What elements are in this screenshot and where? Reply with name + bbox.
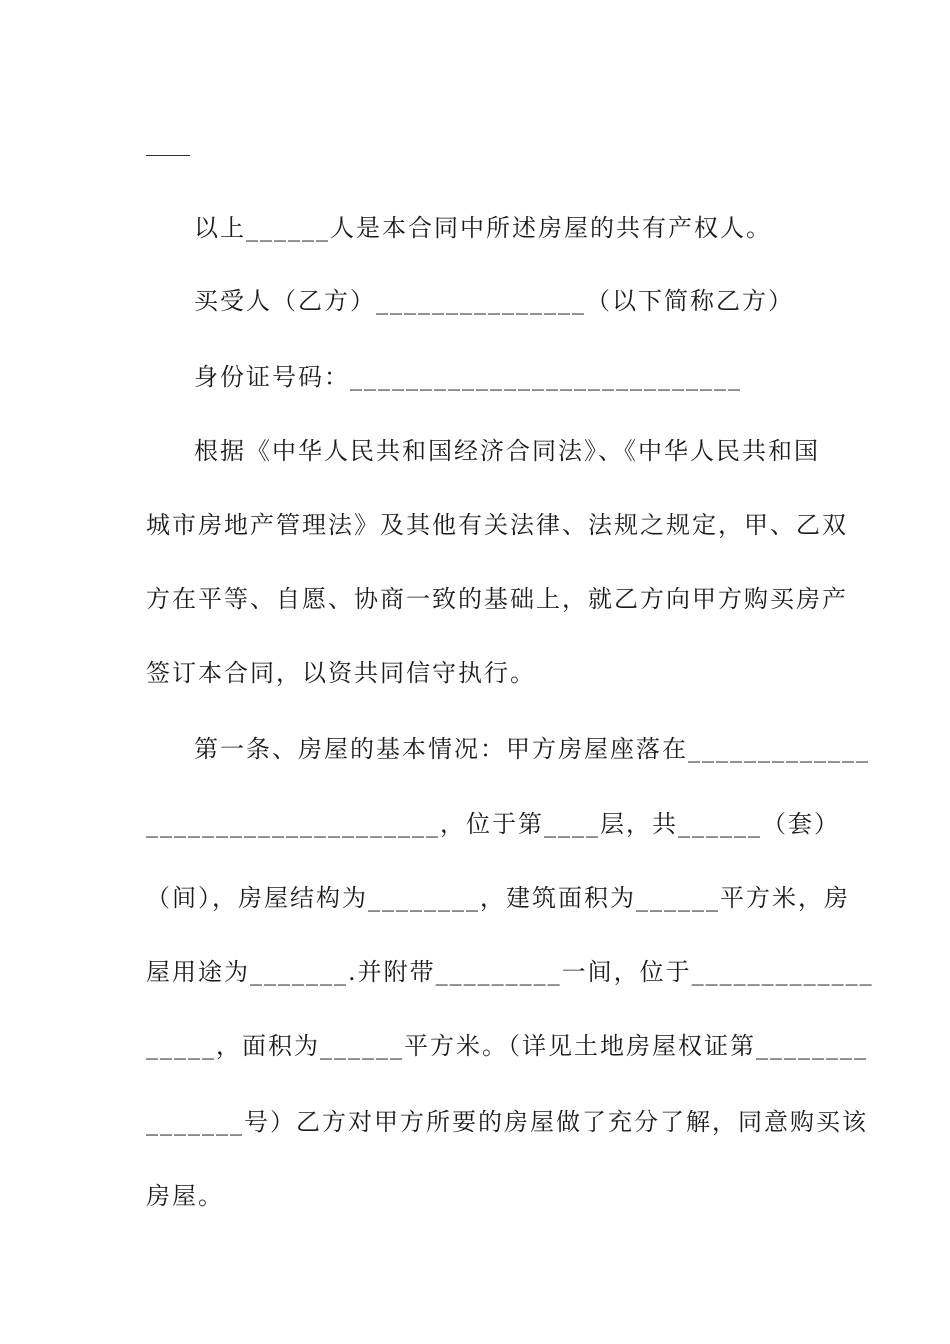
top-blank-line xyxy=(146,155,190,156)
article-one-line-4: 屋用途为_______.并附带_________一间，位于_____________ xyxy=(146,958,874,986)
article-one-line-2: _____________________，位于第____层，共______（套） xyxy=(146,810,840,838)
paragraph-buyer: 买受人（乙方）_______________（以下简称乙方） xyxy=(194,287,794,315)
paragraph-co-owners: 以上______人是本合同中所述房屋的共有产权人。 xyxy=(194,214,772,242)
article-one-line-7: 房屋。 xyxy=(146,1182,224,1210)
article-one-line-3: （间），房屋结构为________，建筑面积为______平方米，房 xyxy=(146,884,850,912)
paragraph-id-number: 身份证号码：____________________________ xyxy=(194,363,742,391)
article-one-line-6: _______号）乙方对甲方所要的房屋做了充分了解，同意购买该 xyxy=(146,1108,868,1136)
article-one-line-5: _____，面积为______平方米。（详见土地房屋权证第________ xyxy=(146,1032,868,1060)
paragraph-legal-basis-line-2: 城市房地产管理法》及其他有关法律、法规之规定，甲、乙双 xyxy=(146,511,848,539)
paragraph-legal-basis-line-1: 根据《中华人民共和国经济合同法》、《中华人民共和国 xyxy=(194,437,820,465)
paragraph-legal-basis-line-4: 签订本合同，以资共同信守执行。 xyxy=(146,659,536,687)
article-one-line-1: 第一条、房屋的基本情况：甲方房屋座落在_____________ xyxy=(194,735,870,763)
paragraph-legal-basis-line-3: 方在平等、自愿、协商一致的基础上，就乙方向甲方购买房产 xyxy=(146,585,848,613)
